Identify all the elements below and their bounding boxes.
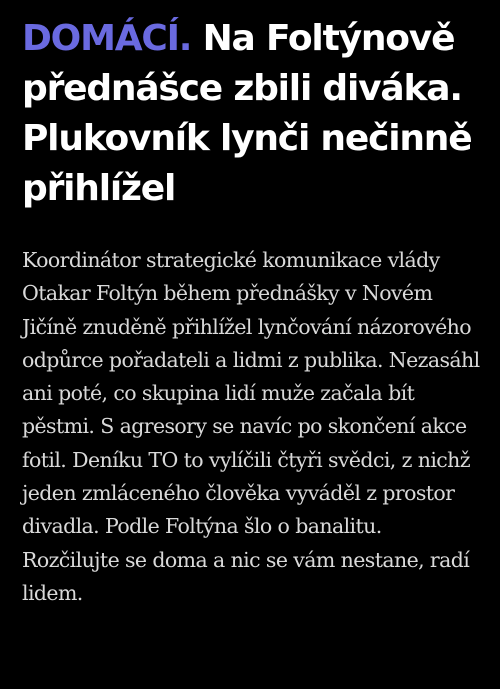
section-label[interactable]: DOMÁCÍ.: [22, 18, 192, 59]
headline-text[interactable]: Na Foltýnově přednášce zbili diváka. Plukovník lynči nečinně přihlížel: [22, 18, 472, 209]
article-teaser[interactable]: [22, 14, 484, 610]
article-headline[interactable]: [22, 14, 484, 214]
article-perex: Koordinátor strategické komunikace vlády Otakar Foltýn během přednášky v Novém Jičíně znuděně přihlížel lynčování názorového odpůrce pořadateli a lidmi z publika. Nezasáhl ani poté, co skupina lidí muže začala bít pěstmi. S agresory se navíc po skončení akce fotil. Deníku TO to vylíčili čtyři svědci, z nichž jeden zmláceného člověka vyváděl z prostor divadla. Podle Foltýna šlo o banalitu. Rozčilujte se doma a nic se vám nestane, radí lidem.: [22, 248, 480, 605]
